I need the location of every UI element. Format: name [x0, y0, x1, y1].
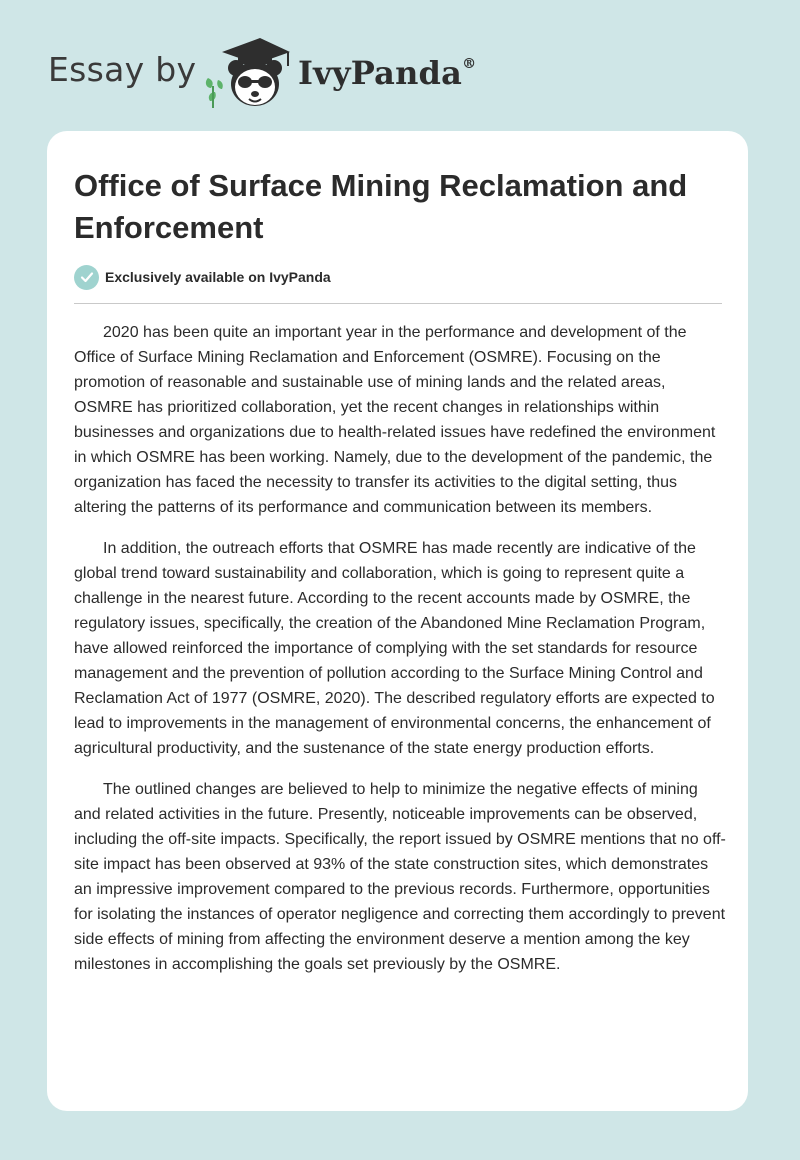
paragraph: 2020 has been quite an important year in the performance and development of the Office of Surface Mining Reclamation and Enforcement (OSMRE). Focusing on the promotion of reasonable and sustainable use of mining lands and the related areas, OSMRE has prioritized collaboration, yet the recent changes in relationships within businesses and organizations due to health-related issues have redefined the environment in which OSMRE has been working. Namely, due to the development of the pandemic, the organization has faced the necessity to transfer its activities to the digital setting, thus altering the patterns of its performance and communication between its members.	[74, 324, 716, 516]
panda-logo-icon[interactable]	[202, 34, 292, 110]
title-divider	[74, 303, 722, 304]
exclusive-badge-label: Exclusively available on IvyPanda	[105, 269, 331, 285]
essay-by-label: Essay by	[48, 50, 197, 89]
essay-card	[47, 131, 748, 1111]
ivypanda-wordmark[interactable]	[298, 54, 476, 92]
paragraph: The outlined changes are believed to help to minimize the negative effects of mining and related activities in the future. Presently, noticeable improvements can be observed, including the off-site impacts. Specifically, the report issued by OSMRE mentions that no off-site impact has been observed at 93% of the state construction sites, which demonstrates an impressive improvement compared to the previous records. Furthermore, opportunities for isolating the instances of operator negligence and correcting them accordingly to prevent side effects of mining from affecting the environment deserve a mention among the key milestones in accomplishing the goals set previously by the OSMRE.	[74, 781, 726, 973]
paragraph: In addition, the outreach efforts that OSMRE has made recently are indicative of the global trend toward sustainability and collaboration, which is going to represent quite a challenge in the nearest future. According to the recent accounts made by OSMRE, the regulatory issues, specifically, the creation of the Abandoned Mine Reclamation Program, have allowed reinforced the importance of complying with the set standards for resource management and the prevention of pollution according to the Surface Mining Control and Reclamation Act of 1977 (OSMRE, 2020). The described regulatory efforts are expected to lead to improvements in the management of environmental concerns, the enhancement of agricultural productivity, and the sustenance of the state energy production efforts.	[74, 540, 715, 757]
exclusive-badge	[74, 264, 331, 290]
brand-name: IvyPanda	[298, 54, 463, 92]
leaf-sprig-icon	[206, 78, 223, 108]
site-header	[48, 30, 508, 110]
essay-body	[74, 320, 726, 993]
registered-mark: ®	[462, 56, 477, 72]
checkmark-icon	[74, 265, 99, 290]
essay-title: Office of Surface Mining Reclamation and Enforcement	[74, 168, 688, 245]
